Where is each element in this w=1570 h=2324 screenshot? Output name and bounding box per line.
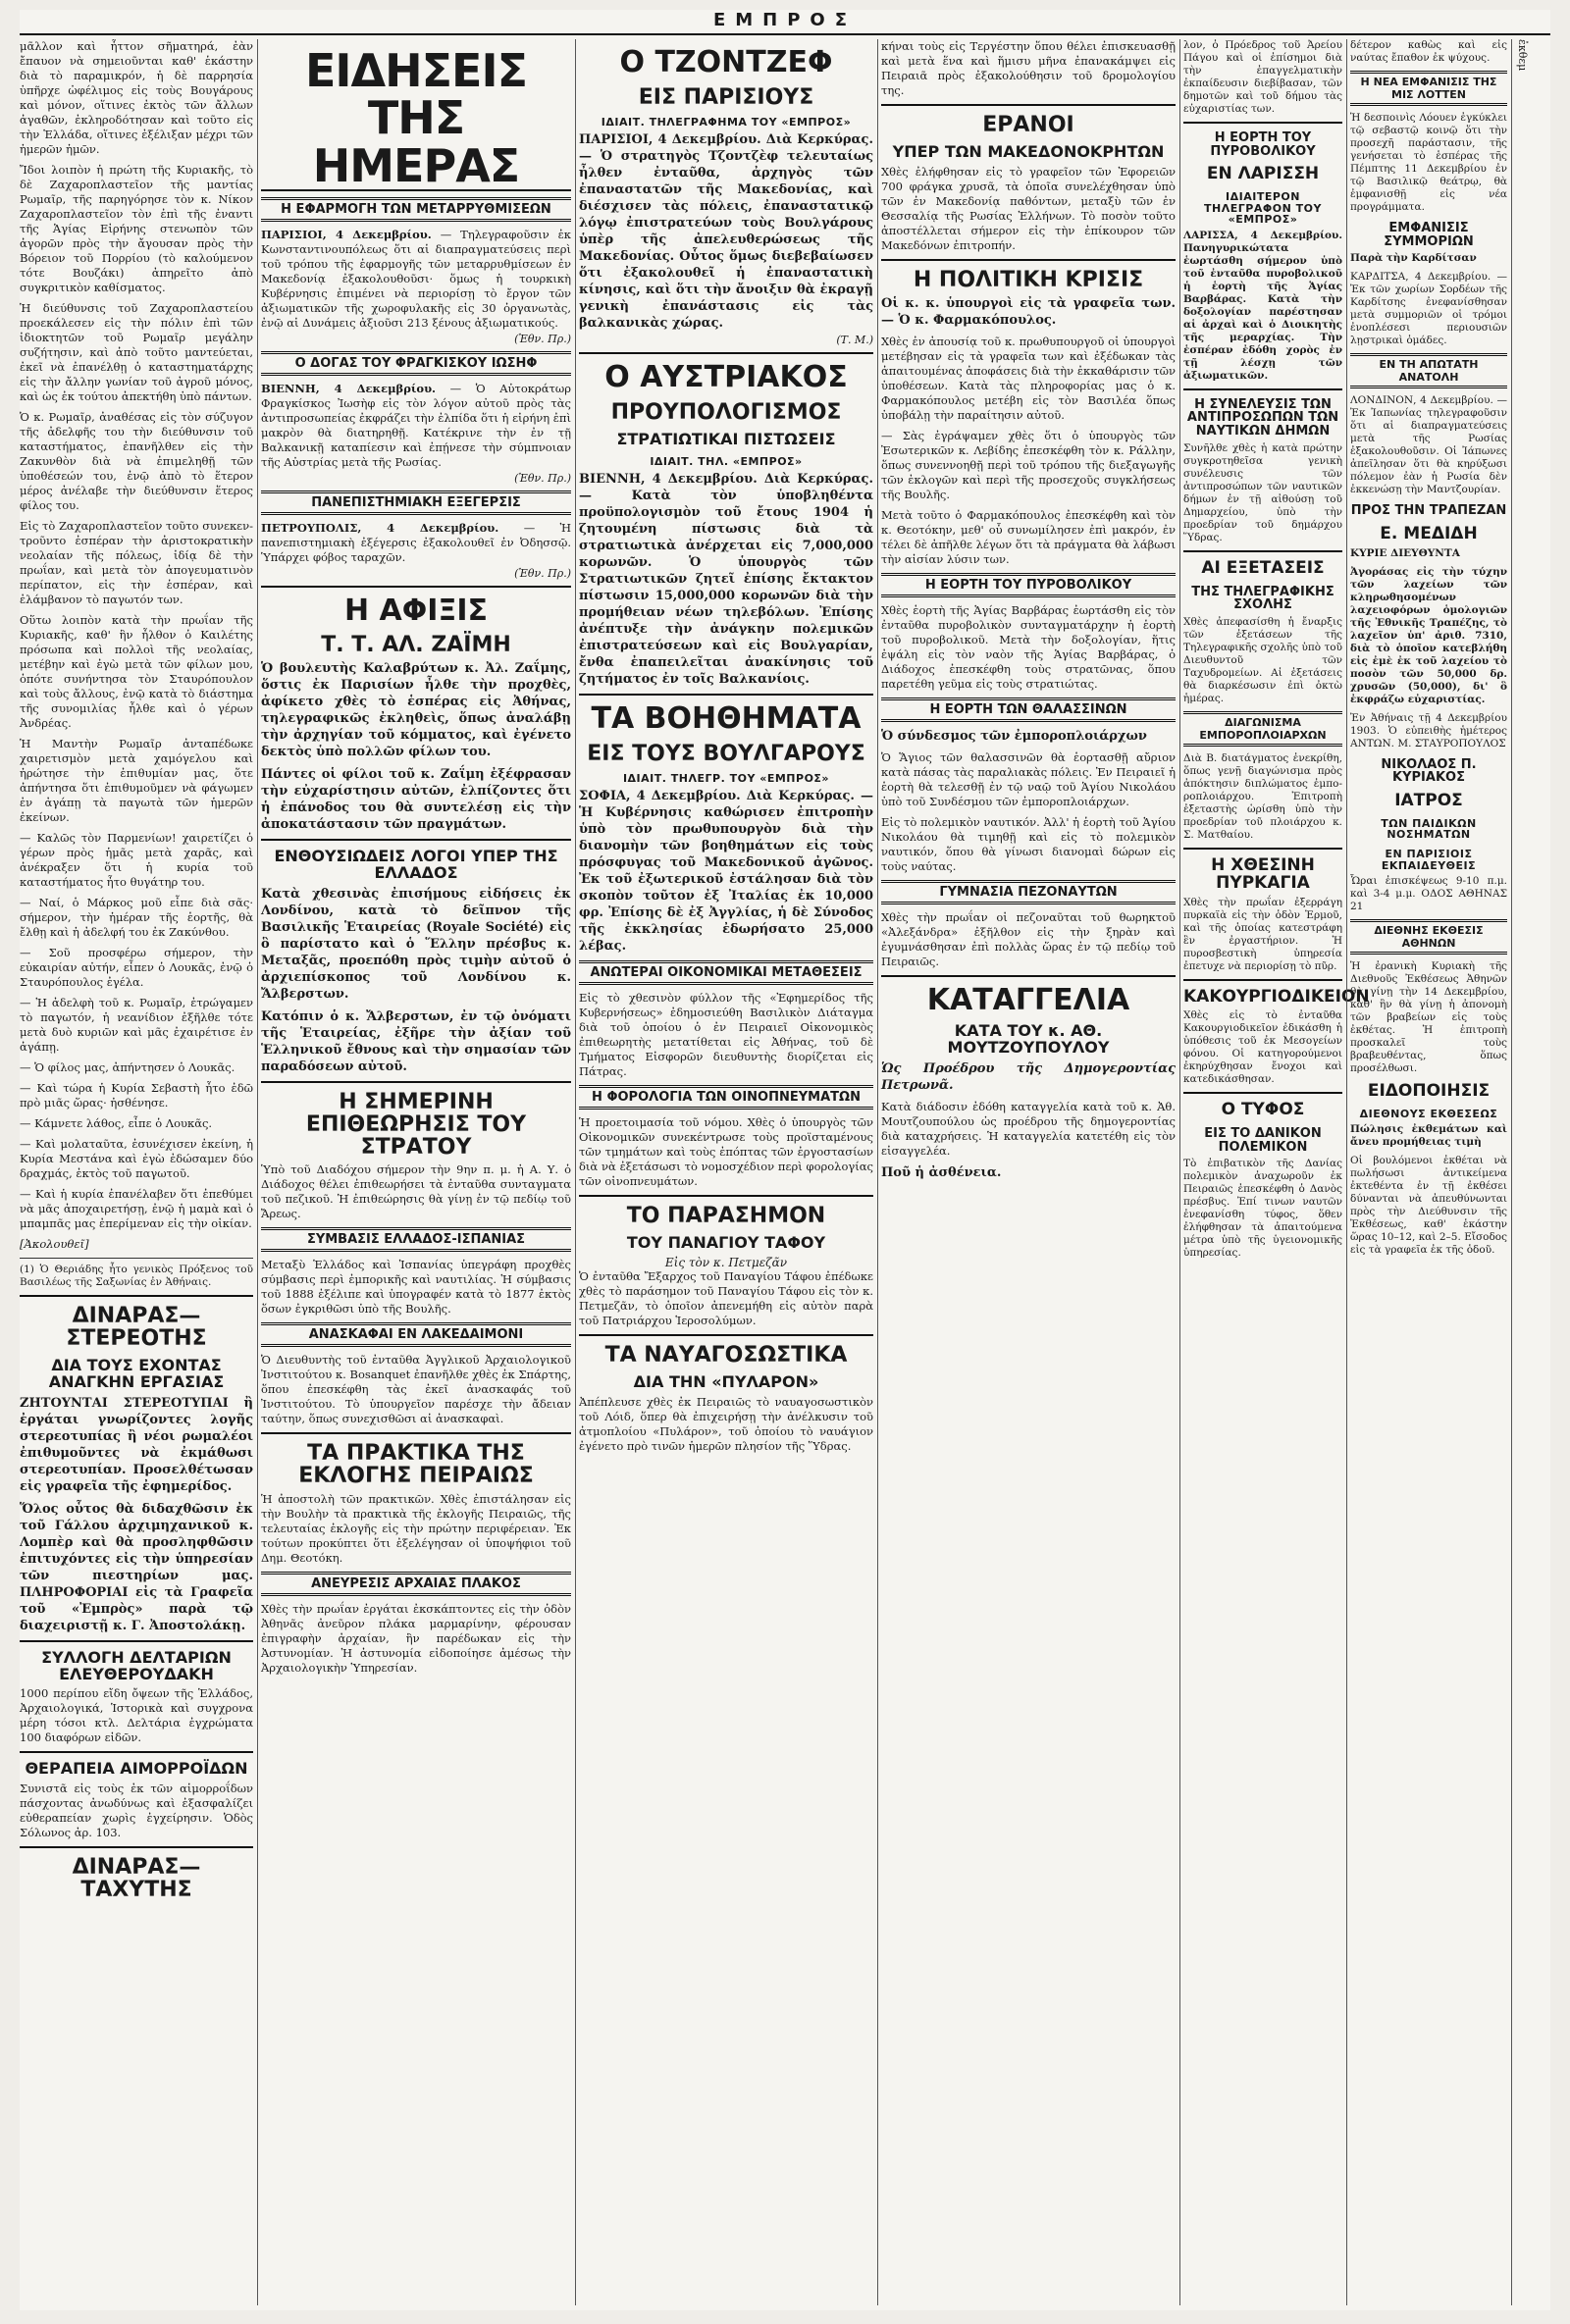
- ad-title: ΔΙΝΑΡΑΣ—ΣΤΕΡΕΟΤΗΣ: [66, 1304, 207, 1352]
- divider: [1183, 979, 1342, 981]
- article-text: Χθὲς ἑορτὴ τῆς Ἁγίας Βαρβάρας ἐωρτάσθη εἰς τὸν ἐνταῦθα πυροβολικὸν συνταγματάρχην ἡ ἑορτὴ τοῦ πυροβολικοῦ. Μετὰ τὴν δοξολογίαν, ἥτις ἐψάλη εἰς τὸν ναὸν τῆς Ἁγίας Βαρβάρας, ὁ Διάδοχος ἐπεσκέφθη τοὺς στρατῶνας, ὅπου παρετέθη γεῦμα εἰς τοὺς στρατιώτας.: [881, 602, 1176, 691]
- article-text: Ἀπέπλευσε χθὲς ἐκ Πειραιῶς τὸ ναυαγοσωστικὸν τοῦ Λόιδ, ὅπερ θὰ ἐπιχειρήσῃ τὴν ἀνέλκυσιν τοῦ ἀτμοπλοίου «Πυλάρον», τοῦ ὁποίου τὸ ναυάγιον ἐγένετο πρὸ τινῶν ἡμερῶν πλησίον τῆς Ὕδρας.: [579, 1395, 873, 1453]
- article-text: Ὁ κ. Ρωμαῖρ, ἀναθέσας εἰς τὸν σύζυγον τῆς ἀδελφῆς του τὴν διεύθυνσιν τοῦ καταστήματος, ἐπανῆλθεν εἰς τὴν Ζακυνθὸν διὰ νὰ ἐπιμεληθῇ τῶν ὑποθέσεών του, ἐνῷ ἀπὸ τὸ ἕτερον μέρος ἀνέλαβε τὴν διεύθυνσιν ἕτερος φίλος του.: [20, 410, 253, 512]
- headline-sub: ΔΙΕΘΝΟΥΣ ΕΚΘΕΣΕΩΣ: [1359, 1107, 1498, 1120]
- telegram-credit: ΙΔΙΑΙΤ. ΤΗΛΕΓΡ. ΤΟΥ «ΕΜΠΡΟΣ»: [622, 771, 830, 785]
- article-text: — Καὶ μολαταῦτα, ἐσυνέχισεν ἐκείνη, ἡ Κυρία Μεστάνα καὶ ἐγὼ ἐδώσαμεν δύο δραχμάς, ἐκτὸς τοῦ παγωτοῦ.: [20, 1137, 253, 1180]
- headline: ΔΙΕΘΝΗΣ ΕΚΘΕΣΙΣ ΑΘΗΝΩΝ: [1350, 919, 1507, 955]
- headline: ΕΜΦΑΝΙΣΙΣ ΣΥΜΜΟΡΙΩΝ: [1384, 221, 1474, 249]
- article-text: Κατὰ διάδοσιν ἐδόθη καταγγελία κατὰ τοῦ κ. Ἀθ. Μουτζουπούλου ὡς προέδρου τῆς δημογεροντίας διὰ καταχρήσεις. Ἡ καταγγελία κατετέθη εἰς τὸν εἰσαγγελέα.: [881, 1100, 1176, 1159]
- headline-sub: ΕΙΣ ΠΑΡΙΣΙΟΥΣ: [638, 84, 814, 110]
- headline: Ο ΑΥΣΤΡΙΑΚΟΣ: [604, 360, 848, 395]
- dateline: ΠΑΡΙΣΙΟΙ, 4 Δεκεμβρίου.: [579, 132, 761, 148]
- divider: [1183, 550, 1342, 552]
- headline-sub: ΤΗΣ ΤΗΛΕΓΡΑΦΙΚΗΣ ΣΧΟΛΗΣ: [1191, 584, 1334, 613]
- source-credit: (Ἐθν. Πρ.): [514, 471, 571, 485]
- ad-text: 1000 περίπου εἴδη ὄψεων τῆς Ἑλλάδος, Ἀρχαιολογικά, Ἱστορικὰ καὶ συγχρονα μέρη τόσοι κτλ. Δελτάρια ἐγχρώματα 100 διαφόρων εἰδῶν.: [20, 1686, 253, 1745]
- headline: ΑΝΕΥΡΕΣΙΣ ΑΡΧΑΙΑΣ ΠΛΑΚΟΣ: [261, 1572, 571, 1596]
- column-1: [20, 39, 253, 2305]
- divider: [261, 586, 571, 588]
- divider: [881, 104, 1176, 106]
- article-text: Ἴδοι λοιπὸν ἡ πρώτη τῆς Κυριακῆς, τὸ δὲ Ζαχαροπλαστεῖον τῆς μαντίας Ρωμαῖρ, τῆς παρηγόρησε τὸν κ. Νίκον Ζαχαροπλαστεῖον τὸν ἐπὶ τῆς ἐναντι τῆς Ἁγίας Εἰρήνης στενωπὸν τῶν ἀγορῶν πρὸς τὴν ἄγουσαν πρὸς τὴν Βόρειον τοῦ Πορρίου (τὸ καλούμενον τότε Βουζάκι) ἀπηρεῖτο ἀπὸ συγκριτικὸν καθίσματος.: [20, 163, 253, 294]
- article-text: Διὰ Β. διατάγματος ἐνεκρίθη, ὅπως γενῇ διαγώνισμα πρὸς ἀπόκτησιν διπλώματος ἐμποροπλοιάρχου. Ἐπιτροπὴ ἐξεταστὴς ὡρίσθη ὑπὸ τὴν προεδρίαν τοῦ πλοιάρχου κ. Σ. Ματθαίου.: [1183, 751, 1342, 841]
- headline: Ο ΤΥΦΟΣ: [1221, 1100, 1305, 1120]
- article-text: Ἡ ἀποστολὴ τῶν πρακτικῶν. Χθὲς ἐπιστάλησαν εἰς τὴν Βουλὴν τὰ πρακτικὰ τῆς ἐκλογῆς Πειραιῶς, τῆς τελευταίας ἐκλογῆς εἰς τὴν πρώτην περιφέρειαν. Ἐκ τούτων προκύπτει ὅτι ἐξελέγησαν οἱ ὑποψήφιοι τοῦ Δημ. Θεοτόκη.: [261, 1491, 571, 1565]
- headline: ΤΑ ΒΟΗΘΗΜΑΤΑ: [591, 701, 862, 737]
- article-body: [579, 131, 873, 332]
- headline: ΑΝΑΣΚΑΦΑΙ ΕΝ ΛΑΚΕΔΑΙΜΟΝΙ: [261, 1322, 571, 1347]
- headline-sub: ΤΩΝ ΠΑΙΔΙΚΩΝ ΝΟΣΗΜΑΤΩΝ: [1381, 816, 1477, 842]
- telegram-credit: ΙΔΙΑΙΤΕΡΟΝ ΤΗΛΕΓΡΑΦΟΝ ΤΟΥ «ΕΜΠΡΟΣ»: [1204, 190, 1322, 227]
- headline: Η ΕΦΑΡΜΟΓΗ ΤΩΝ ΜΕΤΑΡΡΥΘΜΙΣΕΩΝ: [261, 197, 571, 222]
- column-6: [1350, 39, 1507, 2305]
- article-text: — Σοῦ προσφέρω σήμερον, τὴν εὐκαιρίαν αὐτήν, εἶπεν ὁ Λουκᾶς, ἐνῷ ὁ Σταυρόπουλος ἐγέλα.: [20, 946, 253, 989]
- headline: ΓΥΜΝΑΣΙΑ ΠΕΖΟΝΑΥΤΩΝ: [881, 880, 1176, 904]
- headline-sub: ΤΟΥ ΠΑΝΑΓΙΟΥ ΤΑΦΟΥ: [626, 1233, 826, 1253]
- article-text: — Ἡ ἀδελφὴ τοῦ κ. Ρωμαῖρ, ἐτρώγαμεν τὸ παγωτόν, ἡ νεανίδιον ἐξῆλθε τότε μετὰ δυὸ κυριῶν καὶ μᾶς ἐχαιρέτισε ἐν ἀγάπῃ.: [20, 996, 253, 1054]
- dateline: ΠΑΡΙΣΙΟΙ, 4 Δεκεμβρίου.: [261, 227, 432, 241]
- column-rule: [257, 39, 258, 2305]
- headline: ΕΡΑΝΟΙ: [982, 113, 1074, 137]
- article-text: — Σὰς ἐγράψαμεν χθὲς ὅτι ὁ ὑπουργὸς τῶν Ἐσωτερικῶν κ. Λεβίδης ἐπεσκέφθη τὸν κ. Ράλλην, ὅπως συνεννοηθῇ περὶ τοῦ τρόπου τῆς διεξαγωγῆς τῶν ἐκλογῶν καὶ περὶ τῆς προσεχοῦς συγκλήσεως τῆς Βουλῆς.: [881, 428, 1176, 501]
- article-text: Χθὲς ἀπεφασίσθη ἡ ἔναρξις τῶν ἐξετάσεων τῆς Τηλεγραφικῆς σχολῆς ὑπὸ τοῦ Διευθυντοῦ τῶν Ταχυδρομείων. Αἱ ἐξετάσεις θὰ διαρκέσωσιν ἐπὶ ὀκτὼ ἡμέρας.: [1183, 615, 1342, 704]
- article-text: Μετὰ τοῦτο ὁ Φαρμακόπουλος ἐπεσκέφθη καὶ τὸν κ. Θεοτόκην, μεθ' οὗ συνωμίλησεν ἐπὶ μακρόν, ἐν τέλει δὲ ἀπῆλθε λέγων ὅτι τὰ πράγματα θὰ λάβωσι τὴν αἰσίαν λύσιν των.: [881, 507, 1176, 566]
- article-text: — Καὶ τώρα ἡ Κυρία Σεβαστὴ ἦτο ἐδῶ πρὸ μιᾶς ὥρας· ἠσθένησε.: [20, 1081, 253, 1110]
- headline: ΠΑΝΕΠΙΣΤΗΜΙΑΚΗ ΕΞΕΓΕΡΣΙΣ: [261, 491, 571, 515]
- headline: ΤΑ ΝΑΥΑΓΟΣΩΣΤΙΚΑ: [604, 1343, 848, 1369]
- article-text: — Ἡ πανεπιστημιακὴ ἐξέγερσις ἐξακολουθεῖ ἐν Ὀδησσῷ. Ὑπάρχει φόβος ταραχῶν.: [261, 520, 571, 564]
- article-body: [579, 471, 873, 688]
- telegram-credit: ΙΔΙΑΙΤ. ΤΗΛ. «ΕΜΠΡΟΣ»: [650, 454, 803, 468]
- dateline: ΒΙΕΝΝΗ, 4 Δεκεμβρίου.: [579, 472, 758, 488]
- headline: ΑΝΩΤΕΡΑΙ ΟΙΚΟΝΟΜΙΚΑΙ ΜΕΤΑΘΕΣΕΙΣ: [579, 960, 873, 985]
- headline-sub: ΠΡΟΥΠΟΛΟΓΙΣΜΟΣ: [610, 399, 842, 425]
- headline-sub: ΚΑΤΑ ΤΟΥ κ. ΑΘ. ΜΟΥΤΖΟΥΠΟΥΛΟΥ: [947, 1021, 1110, 1058]
- article-text: μᾶλλον καὶ ἧττον σῆματηρά, ἐὰν ἔπαυον νὰ σημειοῦνται καθ' ἑκάστην διὰ τὸ παραμικρόν, ἡ δὲ παρρησία ὑπῆρχε ὠφέλιμος εἰς τοὺς Βουγάρους καὶ μόνον, οἵτινες ἐκτὸς τῶν ἄλλων ἀγαθῶν, ἐκληροδότησαν καὶ τοῦτο εἰς τὴν Ἑλλάδα, οἵτινες ἐξέλιξαν μέχρι τῶν ἡμερῶν ἡμῶν.: [20, 39, 253, 156]
- divider: [881, 259, 1176, 261]
- article-text: — Τηλεγραφοῦσιν ἐκ Κωνσταντινουπόλεως ὅτι αἱ διαπραγματεύσεις περὶ τοῦ τρόπου τῆς ἐφαρμογῆς τῶν μεταρρυθμίσεων ἐν Μακεδονίᾳ ἐξακολουθοῦσι· ὅμως ἡ τουρκικὴ Κυβέρνησις ἐπιμένει νὰ περιορίσῃ τὸ ἔργον τῶν ἀξιωματικῶν τῆς χωροφυλακῆς εἰς 30 ὀργανωτὰς, ἐνῷ αἱ Δυνάμεις ἀξιοῦσι 213 ξένους ἀξιωματικούς.: [261, 227, 571, 330]
- article-text: Διὰ Κερκύρας. — Κατὰ τὸν ὑποβληθέντα προϋπολογισμὸν τοῦ ἔτους 1904 ἡ ζητουμένη πίστωσις διὰ τὰ στρατιωτικὰ ἀνέρχεται εἰς 7,000,000 κορωνῶν. Ὁ ὑπουργὸς τῶν Στρατιωτικῶν ζητεῖ ἐπίσης ἔκτακτον πίστωσιν 15,000,000 κορωνῶν διὰ τὴν προμήθειαν νέων τηλεβόλων. Ἐπίσης ἀνέπτυξε τὴν ἀνάγκην πολεμικῶν ἐπιστρατεύσεων καὶ εἰς Βουλγαρίαν, ἔνθα ἐπαπειλεῖται ἀνακίνησις τοῦ ζητήματος ἐν τοῖς Βαλκανίοις.: [579, 472, 873, 688]
- article-text: — Ὁ Αὐτοκράτωρ Φραγκίσκος Ἰωσὴφ εἰς τὸν λόγον αὐτοῦ πρὸς τὰς ἀντιπροσωπείας ἐκφράζει τὴν ἐλπίδα ὅτι ἡ εἰρήνη ἐπὶ μακρὸν θὰ διατηρηθῇ. Κατέκρινε τὴν ἐν τῇ Βαλκανικῇ καταπίεσιν καὶ ἐπῄνεσε τὴν σύμπνοιαν τῆς Αὐστρίας μετὰ τῆς Ρωσίας.: [261, 381, 571, 469]
- article-text: Πάντες οἱ φίλοι τοῦ κ. Ζαΐμη ἐξέφρασαν τὴν εὐχαρίστησιν αὐτῶν, ἐλπίζοντες ὅτι ἡ ἐπάνοδος του θὰ συντελέσῃ εἰς τὴν ἀποκατάστασιν τῶν πραγμάτων.: [261, 767, 571, 833]
- article-text: ΚΑΡΔΙΤΣΑ, 4 Δεκεμβρίου. — Ἐκ τῶν χωρίων Σορδέων τῆς Καρδίτσης ἐνεφανίσθησαν μετὰ συμμοριῶν οἱ τρόμοι ἐνοπλέσεσι περιουσιῶν λῃστρικαὶ ὁμάδες.: [1350, 271, 1507, 347]
- article-text: Χθὲς τὴν πρωΐαν ἐξερράγη πυρκαϊὰ εἰς τὴν ὁδὸν Ἑρμοῦ, καὶ τῆς ὁποίας κατεστράφη ἓν ἐργαστήριον. Ἡ πυροσβεστικὴ ὑπηρεσία ἐπετυχε νὰ περιορίσῃ τὸ πῦρ.: [1183, 896, 1342, 972]
- article-text: κήναι τοὺς εἰς Τεργέστην ὅπου θέλει ἐπισκευασθῇ καὶ μετὰ ἕνα καὶ ἥμισυ μῆνα ἐπανακάμψει εἰς Πειραιᾶ πρὸς ἐξακολούθησιν τοῦ δρομολογίου της.: [881, 39, 1176, 97]
- divider: [1183, 122, 1342, 124]
- article-text: Χθὲς ἐν ἀπουσίᾳ τοῦ κ. πρωθυπουργοῦ οἱ ὑπουργοὶ μετέβησαν εἰς τὰ γραφεῖα των καὶ ἐξέδωκαν τὰς ἀπαιτουμένας ἀποφάσεις διὰ τὴν ἐκκαθάρισιν τῶν ὑποθέσεων. Κατὰ τὰς πληροφορίας μας ὁ κ. Φαρμακόπουλος μετέβη εἰς τὸν Βασιλέα ὅπως ὑποβάλῃ τὴν παραίτησιν αὐτοῦ.: [881, 334, 1176, 422]
- article-text: Ἡ δεσποινὶς Λόουεν ἐγκύκλει τῷ σεβαστῷ κοινῷ ὅτι τὴν προσεχῆ παράστασιν, τῆς γενήσεται τὸ ἑσπέρας τῆς Πέμπτης 11 Δεκεμβρίου ἐν τῷ Βασιλικῷ θεάτρῳ, θὰ ἐμφανισθῇ εἰς νέα προγράμματα.: [1350, 112, 1507, 213]
- headline: ΣΥΜΒΑΣΙΣ ΕΛΛΑΔΟΣ-ΙΣΠΑΝΙΑΣ: [261, 1227, 571, 1252]
- divider: [261, 1081, 571, 1083]
- divider: [1183, 388, 1342, 390]
- headline-note: Ὡς Προέδρου τῆς Δημογεροντίας Πετρωνᾶ.: [881, 1061, 1176, 1094]
- headline: Η ΠΟΛΙΤΙΚΗ ΚΡΙΣΙΣ: [913, 267, 1144, 292]
- article-text: Ὁ Ἅγιος τῶν θαλασσινῶν θὰ ἑορτασθῇ αὔριον κατὰ πάσας τὰς παραλιακὰς πόλεις. Ἐν Πειραιεῖ ἡ ἑορτὴ θὰ τελεσθῇ ἐν τῷ ναῷ τοῦ Ἁγίου Νικολάου ὑπὸ τοῦ Συνδέσμου τῶν ἐμποροπλοιάρχων.: [881, 749, 1176, 808]
- headline: Η ΣΥΝΕΛΕΥΣΙΣ ΤΩΝ ΑΝΤΙΠΡΟΣΩΠΩΝ ΤΩΝ ΝΑΥΤΙΚΩΝ ΔΗΜΩΝ: [1186, 396, 1339, 439]
- article-body: [261, 521, 571, 565]
- divider: [20, 1258, 253, 1259]
- dateline: ΠΕΤΡΟΥΠΟΛΙΣ, 4 Δεκεμβρίου.: [261, 520, 499, 535]
- headline: Ο ΔΟΓΑΣ ΤΟΥ ΦΡΑΓΚΙΣΚΟΥ ΙΩΣΗΦ: [261, 351, 571, 376]
- headline-sub: ΣΤΡΑΤΙΩΤΙΚΑΙ ΠΙΣΤΩΣΕΙΣ: [616, 429, 836, 448]
- headline: ΝΙΚΟΛΑΟΣ Π. ΚΥΡΙΑΚΟΣ: [1381, 756, 1477, 786]
- article-text: Κατόπιν ὁ κ. Ἄλβερστων, ἐν τῷ ὀνόματι τῆς Ἑταιρείας, ἐξῆρε τὴν ἀξίαν τοῦ Ἑλληνικοῦ ἔθνους καὶ τὴν σημασίαν τῶν παραδόσεων αὐτοῦ.: [261, 1009, 571, 1075]
- column-rule: [1346, 39, 1347, 2305]
- article-body: [579, 788, 873, 955]
- divider: [20, 1640, 253, 1642]
- article-text: Ὁ ἐνταῦθα Ἔξαρχος τοῦ Παναγίου Τάφου ἐπέδωκε χθὲς τὸ παράσημον τοῦ Παναγίου Τάφου εἰς τὸν κ. Πετμεζᾶν, τὸ ὁποῖον ἀπενεμήθη εἰς αὐτὸν παρὰ τοῦ Πατριάρχου Ἱεροσολύμων.: [579, 1269, 873, 1328]
- headline-sub: ΙΑΤΡΟΣ: [1394, 791, 1463, 811]
- article-text: Ποῦ ἡ ἀσθένεια.: [881, 1165, 1002, 1181]
- article-text: Οἱ κ. κ. ὑπουργοὶ εἰς τὰ γραφεῖα των. — Ὁ κ. Φαρμακόπουλος.: [881, 295, 1176, 328]
- headline: ΕΝ ΤΗ ΑΠΩΤΑΤΗ ΑΝΑΤΟΛΗ: [1350, 353, 1507, 388]
- headline: ΔΙΑΓΩΝΙΣΜΑ ΕΜΠΟΡΟΠΛΟΙΑΡΧΩΝ: [1183, 711, 1342, 747]
- column-rule: [1179, 39, 1180, 2305]
- article-text: Διὰ Κερκύρας. — Ἡ Κυβέρνησις καθώρισεν ἐπιτροπὴν ὑπὸ τὸν πρωθυπουργὸν διὰ τὴν διανομὴν τῶν βοηθημάτων εἰς τοὺς πρόσφυγας τοῦ Μακεδονικοῦ ἀγῶνος. Ἐκ τοῦ ἐξωτερικοῦ ἐστάλησαν διὰ τὸν σκοπὸν τοῦτον ἐξ Ἰταλίας ἐκ 10,000 φρ. Ἐπίσης δὲ ἐξ Ἀγγλίας, ἡ δὲ Σύνοδος τῆς ἐκκλησίας ἐδωρήσατο 25,000 λέβας.: [579, 789, 873, 955]
- headline: ΚΑΚΟΥΡΓΙΟΔΙΚΕΙΟΝ: [1183, 986, 1370, 1007]
- masthead-rule: [20, 33, 1550, 35]
- article-body: [261, 382, 571, 470]
- article-text: Εἰς τὸ χθεσινὸν φύλλον τῆς «Ἐφημερίδος τῆς Κυβερνήσεως» ἐδημοσιεύθη Βασιλικὸν Διάταγμα διὰ τοῦ ὁποίου ὁ ἐν Πειραιεῖ Οἰκονομικὸς ἐπιθεωρητὴς μετατίθεται εἰς Ἀθήνας, τοῦ δὲ Τμήματος Εἰσφορῶν διευθυντὴς διορίζεται εἰς Πάτρας.: [579, 991, 873, 1079]
- article-text: Τὸ ἐπιβατικὸν τῆς Δανίας πολεμικὸν ἀναχωροῦν ἐκ Πειραιῶς ἐπεσκέφθη ὁ Δανὸς πρέσβυς. Ἐπί τινων ναυτῶν ἐνεφανίσθη τύφος, ὅθεν ἐλήφθησαν τὰ ἀπαιτούμενα μέτρα ὑπὸ τῆς ὑγειονομικῆς ὑπηρεσίας.: [1183, 1158, 1342, 1260]
- divider: [20, 1846, 253, 1848]
- column-6-edge: [1515, 39, 1550, 2305]
- article-text: Εἰς τὸ πολεμικὸν ναυτικόν. Ἀλλ' ἡ ἑορτὴ τοῦ Ἁγίου Νικολάου θὰ τιμηθῇ καὶ εἰς τὸ πολεμικὸν ναυτικόν, ὅπου θὰ γίνωσι διανομαὶ δώρων εἰς τοὺς ναύτας.: [881, 814, 1176, 873]
- article-text: Οὕτω λοιπὸν κατὰ τὴν πρωΐαν τῆς Κυριακῆς, καθ' ἣν ἦλθον ὁ Καιλέτης πρόσωπα καὶ πολλοὶ τῆς νεολαίας, μετέβην καὶ ἐγὼ μετὰ τῶν φίλων μου, ὁπότε συνήντησα τὸν Σταυρόπουλον καὶ τοὺς ἄλλους, ἐνῷ κατὰ τὸ διάστημα τῆς συνομιλίας ἦλθε καὶ ὁ γέρων Ἀνδρέας.: [20, 613, 253, 730]
- headline: ΑΙ ΕΞΕΤΑΣΕΙΣ: [1201, 557, 1325, 578]
- cropped-text: ἐκθεμ: [1516, 39, 1529, 72]
- headline: ΕΝΘΟΥΣΙΩΔΕΙΣ ΛΟΓΟΙ ΥΠΕΡ ΤΗΣ ΕΛΛΑΔΟΣ: [274, 847, 558, 883]
- source-credit: (Ἐθν. Πρ.): [514, 332, 571, 345]
- section-title: ΕΙΔΗΣΕΙΣ ΤΗΣ ΗΜΕΡΑΣ: [261, 47, 571, 191]
- telegram-credit: ΙΔΙΑΙΤ. ΤΗΛΕΓΡΑΦΗΜΑ ΤΟΥ «ΕΜΠΡΟΣ»: [601, 115, 852, 129]
- signature: Ἐν Ἀθήναις τῇ 4 Δεκεμβρίου 1903. Ὁ εὐπειθὴς ἡμέτερος ΑΝΤΩΝ. Μ. ΣΤΑΥΡΟΠΟΥΛΟΣ: [1350, 711, 1507, 749]
- headline-sub: ΔΙΑ ΤΗΝ «ΠΥΛΑΡΟΝ»: [633, 1372, 819, 1392]
- column-4: [881, 39, 1176, 2305]
- article-text: δέτερον καθὼς καὶ εἰς ναύτας ἔπαθον ἐκ ψύχους.: [1350, 39, 1507, 64]
- headline-sub: Τ. Τ. ΑΛ. ΖΑΪΜΗ: [321, 633, 511, 658]
- divider: [1183, 1092, 1342, 1094]
- article-text: Εἰς τὸ Ζαχαροπλαστεῖον τοῦτο συνεκεντροῦντο ἐσπέραν τὴν ἀριστοκρατικὴν νεολαίαν τῆς πόλεως, ἰδίᾳ δὲ τὴν πρωΐαν, καὶ μετὰ τὸν ἀπογευματινὸν περίπατον, εἰς τὴν ἑσπέραν, καὶ ἐλάμβανον τὸ παγωτόν των.: [20, 519, 254, 606]
- article-text: — Ὁ φίλος μας, ἀπήντησεν ὁ Λουκᾶς.: [20, 1060, 236, 1074]
- article-text: Πανηγυρικώτατα ἑωρτάσθη σήμερον ὑπὸ τοῦ ἐνταῦθα πυροβολικοῦ ἡ ἑορτὴ τῆς Ἁγίας Βαρβάρας. Κατὰ τὴν δοξολογίαν παρέστησαν αἱ ἀρχαὶ καὶ ὁ Διοικητὴς τῆς μεραρχίας. Τὴν ἑσπέραν ἐδόθη χορὸς ἐν τῇ λέσχῃ τῶν ἀξιωματικῶν.: [1183, 241, 1342, 382]
- article-text: Ἡ Μαντὴν Ρωμαῖρ ἀνταπέδωκε χαιρετισμὸν μετὰ χαμόγελου καὶ ἠρώτησε τὴν ἐπιθυμίαν μας, ὅτε ἀπήντησα ὅτι ἐπιθυμοῦμεν νὰ φάγωμεν ἐν ἀγάπῃ τὰ παγωτὰ τῶν ἡμερῶν ἐκείνων.: [20, 737, 253, 824]
- ad-text: Συνιστᾶ εἰς τοὺς ἐκ τῶν αἱμορροΐδων πάσχοντας ἀνωδύνως καὶ ἐξασφαλίζει εὐθεραπείαν χωρὶς ἐγχείρησιν. Ὁδὸς Σόλωνος ἀρ. 103.: [20, 1782, 253, 1840]
- source-credit: (Ἐθν. Πρ.): [514, 566, 571, 580]
- headline: Η ΕΟΡΤΗ ΤΟΥ ΠΥΡΟΒΟΛΙΚΟΥ: [881, 573, 1176, 597]
- article-body: [1183, 230, 1342, 383]
- article-text: Ἡ προετοιμασία τοῦ νόμου. Χθὲς ὁ ὑπουργὸς τῶν Οἰκονομικῶν συνεκέντρωσε τοὺς προϊσταμένους τῶν τμημάτων καὶ τοὺς ἐπόπτας τῶν ἐργοστασίων διὰ νὰ ἐξετάσωσι τὸ νομοσχέδιον περὶ φορολογίας τῶν οἰνοπνευμάτων.: [579, 1115, 873, 1189]
- divider: [579, 1334, 873, 1336]
- headline-note: Ὁ σύνδεσμος τῶν ἐμποροπλοιάρχων: [881, 728, 1147, 744]
- ad-text: ΖΗΤΟΥΝΤΑΙ ΣΤΕΡΕΟΤΥΠΑΙ ἢ ἐργάται γνωρίζοντες λογῆς στερεοτυπίας ἢ νέοι ρωμαλέοι ἐπιθυμοῦντες νὰ ἐκμάθωσι στερεοτυπίαν. Προσελθέτωσαν εἰς γραφεῖα τῆς ἐφημερίδος.: [20, 1395, 253, 1494]
- headline-sub: ΕΙΣ ΤΟ ΔΑΝΙΚΟΝ ΠΟΛΕΜΙΚΟΝ: [1204, 1126, 1322, 1155]
- divider: [20, 1295, 253, 1297]
- headline-note: Πώλησις ἐκθεμάτων καὶ ἄνευ προμήθειας τιμὴ: [1350, 1123, 1507, 1149]
- article-text: Ἡ ἐρανικὴ Κυριακὴ τῆς Διεθνοῦς Ἐκθέσεως Ἀθηνῶν θὰ γίνῃ τὴν 14 Δεκεμβρίου, καθ' ἣν θὰ γίνῃ ἡ ἀπονομὴ τῶν βραβείων εἰς τοὺς ἐκθέτας. Ἡ ἐπιτροπὴ προσκαλεῖ τοὺς βραβευθέντας, ὅπως προσέλθωσι.: [1350, 960, 1507, 1075]
- column-5: [1183, 39, 1370, 2305]
- masthead-title: ΕΜΠΡΟΣ: [712, 10, 858, 30]
- headline: Η ΑΦΙΞΙΣ: [343, 593, 489, 628]
- dateline: ΒΙΕΝΝΗ, 4 Δεκεμβρίου.: [261, 381, 437, 395]
- divider: [261, 1432, 571, 1434]
- article-text: Χθὲς τὴν πρωΐαν οἱ πεζοναῦται τοῦ θωρηκτοῦ «Ἀλεξάνδρα» ἐξῆλθον εἰς τὴν ξηρὰν καὶ ἐγυμνάσθησαν ἐπὶ πολλὰς ὥρας ἐν τῷ πεδίῳ τοῦ Πειραιῶς.: [881, 909, 1176, 968]
- article-text: Ἡ διεύθυνσις τοῦ Ζαχαροπλαστείου προεκάλεσεν εἰς τὴν πόλιν ἐπὶ τῶν ἰδιοκτητῶν τοῦ Ρωμαῖρ μεγάλην συζήτησιν, καὶ ἀπὸ τοῦτο μαντεύεται, ἐκεῖ νὰ ἐπανέλθῃ ὁ καταστηματάρχης εἰς τὴν ἄλλην γωνίαν τοῦ ἀγροῦ μόνος, καὶ ὡς ἐκ τούτου ἀπεκτήθη ὑπὸ πάντων.: [20, 301, 253, 403]
- ad-subtitle: ΔΙΑ ΤΟΥΣ ΕΧΟΝΤΑΣ ΑΝΑΓΚΗΝ ΕΡΓΑΣΙΑΣ: [48, 1356, 225, 1391]
- masthead: [20, 10, 1550, 35]
- headline-sub: Ε. ΜΕΔΙΔΗ: [1380, 523, 1478, 543]
- headline: ΠΡΟΣ ΤΗΝ ΤΡΑΠΕΖΑΝ: [1350, 503, 1507, 519]
- ad-title: ΘΕΡΑΠΕΙΑ ΑΙΜΟΡΡΟΪΔΩΝ: [25, 1759, 248, 1779]
- column-rule: [1511, 39, 1512, 2305]
- source-credit: (Τ. Μ.): [836, 334, 873, 347]
- continued-note: [Ἀκολουθεῖ]: [20, 1237, 89, 1251]
- column-3: [579, 39, 873, 2305]
- footnote: (1) Ὁ Θεριάδης ἦτο γενικὸς Πρόξενος τοῦ Βασιλέως τῆς Σαξωνίας ἐν Ἀθήναις.: [20, 1264, 253, 1288]
- article-text: Ἀγοράσας εἰς τὴν τύχην τῶν λαχείων τῶν κληρωθησομένων λαχειοφόρων ὁμολογιῶν τῆς Ἐθνικῆς Τραπέζης, τὸ λαχεῖον ὑπ' ἀριθ. 7310, διὰ τὸ ὁποῖον κατεβλήθη εἰς ἐμὲ ἐκ τοῦ λαχείου τὸ ποσὸν τῶν 50,000 δρ. χρυσῶν (50,000), δι' ὃ ἐκφράζω εὐχαριστίας.: [1350, 565, 1507, 705]
- headline-sub: ΕΝ ΛΑΡΙΣΣΗ: [1206, 164, 1320, 184]
- article-text: Χθὲς τὴν πρωΐαν ἐργάται ἐκσκάπτοντες εἰς τὴν ὁδὸν Ἀθηνᾶς ἀνεῦρον πλάκα μαρμαρίνην, φέρουσαν ἐπιγραφὴν ἀρχαίαν, ἣν παρέδωκαν εἰς τὴν Ἀστυνομίαν. Ἡ ἀστυνομία εἰδοποίησε ἀμέσως τὴν Ἀρχαιολογικὴν Ὑπηρεσίαν.: [261, 1601, 571, 1675]
- column-rule: [877, 39, 878, 2305]
- headline-note: Παρὰ τὴν Καρδίτσαν: [1350, 252, 1477, 265]
- headline: ΕΙΔΟΠΟΙΗΣΙΣ: [1367, 1081, 1491, 1102]
- headline: Η ΕΟΡΤΗ ΤΟΥ ΠΥΡΟΒΟΛΙΚΟΥ: [1210, 130, 1316, 159]
- article-text: Κατὰ χθεσινὰς ἐπισήμους εἰδήσεις ἐκ Λονδίνου, κατὰ τὸ δεῖπνον τῆς Βασιλικῆς Ἑταιρείας (Royale Société) εἰς ὃ παρίστατο καὶ ὁ Ἕλλην πρέσβυς κ. Μεταξᾶς, προεπόθη πρὸς τιμὴν αὐτοῦ ὁ ἀρχιεπίσκοπος τοῦ Λονδίνου κ. Ἄλβερστων.: [261, 887, 571, 1003]
- article-text: Ὁ βουλευτὴς Καλαβρύτων κ. Ἀλ. Ζαΐμης, ὅστις ἐκ Παρισίων ἦλθε τὴν προχθὲς, ἀφίκετο χθὲς τὸ ἑσπέρας εἰς Ἀθήνας, τηλεγραφικῶς ἐκληθεὶς, ὅπως ἀναλάβῃ τὴν ἀρχηγίαν τοῦ κόμματος, καὶ ἐγένετο δεκτὸς ὑπὸ πολλῶν φίλων του.: [261, 661, 571, 760]
- headline: ΚΑΤΑΓΓΕΛΙΑ: [926, 982, 1130, 1017]
- headline-note: Εἰς τὸν κ. Πετμεζᾶν: [664, 1256, 788, 1270]
- divider: [1183, 848, 1342, 850]
- article-text: Ὑπὸ τοῦ Διαδόχου σήμερον τὴν 9ην π. μ. ἡ Α. Υ. ὁ Διάδοχος θέλει ἐπιθεωρήσει τὰ ἐνταῦθα συνταγματα τοῦ πεζικοῦ. Ἡ ἐπιθεώρησις θὰ γίνῃ ἐν τῷ πεδίῳ τοῦ Ἄρεως.: [261, 1162, 571, 1221]
- article-text: λον, ὁ Πρόεδρος τοῦ Ἀρείου Πάγου καὶ οἱ ἐπίσημοι διὰ τὴν ἐπαγγελματικὴν ἐκπαίδευσιν διεβίβασαν, τῶν δημοτῶν καὶ τοῦ δήμου τὰς εὐχαριστίας των.: [1183, 39, 1342, 115]
- headline: Η ΧΘΕΣΙΝΗ ΠΥΡΚΑΓΙΑ: [1211, 854, 1315, 893]
- headline-sub: ΥΠΕΡ ΤΩΝ ΜΑΚΕΔΟΝΟΚΡΗΤΩΝ: [892, 142, 1165, 162]
- ad-title: ΣΥΛΛΟΓΗ ΔΕΛΤΑΡΙΩΝ ΕΛΕΥΘΕΡΟΥΔΑΚΗ: [41, 1647, 232, 1683]
- divider: [20, 1751, 253, 1753]
- divider: [579, 1195, 873, 1197]
- article-text: Οἱ βουλόμενοι ἐκθέται νὰ πωλήσωσι ἀντικείμενα ἐκτεθέντα ἐν τῇ ἐκθέσει δύνανται νὰ ἀπευθύνωνται πρὸς τὴν Διεύθυνσιν τῆς Ἐκθέσεως, καθ' ἑκάστην ὥρας 10–12, καὶ 2–5. Εἴσοδος εἰς τὰ γραφεῖα ἐκ τῆς ὁδοῦ.: [1350, 1155, 1507, 1257]
- column-2: [261, 39, 571, 2305]
- article-text: Διὰ Κερκύρας. — Ὁ στρατηγὸς Τζοντζὲφ τελευταίως ἦλθεν ἐνταῦθα, ἀρχηγὸς τῶν ἐπαναστατῶν τῆς Μακεδονίας, καὶ διέσχισεν τὰς πόλεις, ἐπαναστατικῷ λόγῳ ἐπιστρατεύων τοὺς Βουλγάρους ὑπὲρ τῆς ἀπελευθερώσεως τῆς Μακεδονίας. Οὗτος ὅμως διεβεβαίωσεν ὅτι ἐξακολουθεῖ ἡ ἐπαναστατικὴ κίνησις, καὶ ὅτι τὴν ἄνοιξιν θὰ ἐκραγῇ γενικὴ ἐπανάστασις εἰς τὰς βαλκανικὰς χώρας.: [579, 132, 873, 332]
- headline-sub: ΕΝ ΠΑΡΙΣΙΟΙΣ ΕΚΠΑΙΔΕΥΘΕΙΣ: [1381, 847, 1477, 872]
- divider: [261, 839, 571, 841]
- article-text: Χθὲς ἐλήφθησαν εἰς τὸ γραφεῖον τῶν Ἐφορειῶν 700 φράγκα χρυσᾶ, τὰ ὁποῖα συνελέχθησαν ὑπὸ τῶν ἐν Μακεδονίᾳ παθόντων, μεταξὺ τῶν ἐν Θεσσαλίᾳ τῆς Ρωσίας Ἑλλήνων. Τὸ ποσὸν τοῦτο ἀποστέλλεται σήμερον εἰς τὴν ἐπίκουρον τῶν Μακεδόνων ἐπιτροπήν.: [881, 164, 1176, 252]
- article-text: — Καλῶς τὸν Παρμενίων! χαιρετίζει ὁ γέρων πρὸς ἡμᾶς μετὰ χαρᾶς, καὶ ἀνέκραξεν ὅτι ἡ κυρία τοῦ καταστήματος ἦτο θυγάτηρ του.: [20, 831, 253, 889]
- headline: Η ΣΗΜΕΡΙΝΗ ΕΠΙΘΕΩΡΗΣΙΣ ΤΟΥ ΣΤΡΑΤΟΥ: [305, 1090, 527, 1161]
- headline: Ο ΤΖΟΝΤΖΕΦ: [619, 45, 833, 79]
- ad-title: ΔΙΝΑΡΑΣ—ΤΑΧΥΤΗΣ: [72, 1855, 201, 1903]
- divider: [579, 694, 873, 696]
- newspaper-page: [20, 10, 1550, 2310]
- article-body: [261, 228, 571, 331]
- dateline: ΛΑΡΙΣΣΑ, 4 Δεκεμβρίου.: [1183, 229, 1342, 241]
- article-text: Χθὲς εἰς τὸ ἐνταῦθα Κακουργιοδικεῖον ἐδικάσθη ἡ ὑπόθεσις τοῦ ἐκ Μεσογείων φόνου. Οἱ κατηγορούμενοι ἐκηρύχθησαν ἔνοχοι καὶ κατεδικάσθησαν.: [1183, 1009, 1342, 1086]
- headline: ΤΟ ΠΑΡΑΣΗΜΟΝ: [626, 1204, 826, 1229]
- article-text: — Κάμνετε λάθος, εἶπε ὁ Λουκᾶς.: [20, 1116, 213, 1130]
- column-rule: [575, 39, 576, 2305]
- ad-text: Ὅλος οὗτος θὰ διδαχθῶσιν ἐκ τοῦ Γάλλου ἀρχιμηχανικοῦ κ. Λομπὲρ καὶ θὰ προσληφθῶσιν ἐπιτυχόντες εἰς τὴν ὑπηρεσίαν τῶν πιεστηρίων μας. ΠΛΗΡΟΦΟΡΙΑΙ εἰς τὰ Γραφεῖα τοῦ «Ἐμπρὸς» παρὰ τῷ διαχειριστῇ κ. Γ. Ἀποστολάκῃ.: [20, 1501, 253, 1633]
- headline: Η ΦΟΡΟΛΟΓΙΑ ΤΩΝ ΟΙΝΟΠΝΕΥΜΑΤΩΝ: [579, 1085, 873, 1110]
- article-text: ΛΟΝΔΙΝΟΝ, 4 Δεκεμβρίου. — Ἐκ Ἰαπωνίας τηλεγραφοῦσιν ὅτι αἱ διαπραγματεύσεις μετὰ τῆς Ρωσίας ἐξακολουθοῦσιν. Οἱ Ἰάπωνες ἀπεῖλησαν ὅτι θὰ κηρύξωσι πόλεμον ἐὰν ἡ Ρωσία δὲν ἐκκενώσῃ τὴν Μαντζουρίαν.: [1350, 394, 1507, 496]
- headline-sub: ΕΙΣ ΤΟΥΣ ΒΟΥΛΓΑΡΟΥΣ: [587, 741, 865, 766]
- article-text: Ὁ Διευθυντὴς τοῦ ἐνταῦθα Ἀγγλικοῦ Ἀρχαιολογικοῦ Ἰνστιτούτου κ. Bosanquet ἐπανῆλθε χθὲς ἐκ Σπάρτης, ὅπου ἐπεσκέφθη τὰς ἐκεῖ ἀνασκαφάς τοῦ Ἰνστιτούτου. Τὸ ὑπουργεῖον παρέσχε τὴν ἄδειαν ταύτην, ὅπως συνεχισθῶσι αἱ ἀνασκαφαὶ.: [261, 1353, 571, 1426]
- headline-note: ΚΥΡΙΕ ΔΙΕΥΘΥΝΤΑ: [1350, 546, 1460, 559]
- dateline: ΣΟΦΙΑ, 4 Δεκεμβρίου.: [579, 789, 741, 804]
- headline: Η ΝΕΑ ΕΜΦΑΝΙΣΙΣ ΤΗΣ ΜΙΣ ΛΟΤΤΕΝ: [1350, 71, 1507, 106]
- headline: ΤΑ ΠΡΑΚΤΙΚΑ ΤΗΣ ΕΚΛΟΓΗΣ ΠΕΙΡΑΙΩΣ: [298, 1441, 534, 1489]
- article-text: Μεταξὺ Ἑλλάδος καὶ Ἱσπανίας ὑπεγράφη προχθὲς σύμβασις περὶ ἐμπορικῆς καὶ ναυτιλίας. Ἡ σύμβασις τοῦ 1888 ἐξέλιπε καὶ ὑπογραφέν κατὰ τὸ 1877 ἐκτὸς ὅσων ἐγκριθῶσι ὑπὸ τῆς Βουλῆς.: [261, 1258, 571, 1317]
- article-text: Ὧραι ἐπισκέψεως 9-10 π.μ. καὶ 3-4 μ.μ. ΟΔΟΣ ΑΘΗΝΑΣ 21: [1350, 875, 1507, 913]
- article-text: — Καὶ ἡ κυρία ἐπανέλαβεν ὅτι ἐπεθύμει νὰ μᾶς ἀποχαιρετήσῃ, ἐνῷ ἡ μαμὰ καὶ ὁ μπαμπᾶς μας ἐπερίμεναν εἰς τὴν οἰκίαν.: [20, 1187, 253, 1230]
- headline: Η ΕΟΡΤΗ ΤΩΝ ΘΑΛΑΣΣΙΝΩΝ: [881, 697, 1176, 722]
- article-text: — Ναί, ὁ Μάρκος μοῦ εἶπε διὰ σᾶς· σήμερον, τὴν ἡμέραν τῆς ἑορτῆς, θὰ ἔλθῃ καὶ ἡ ἀδελφή του ἐκ Ζακύνθου.: [20, 896, 253, 939]
- divider: [881, 975, 1176, 977]
- article-text: Συνῆλθε χθὲς ἡ κατὰ πρώτην συγκροτηθεῖσα γενικὴ συνέλευσις τῶν ἀντιπροσώπων τῶν ναυτικῶν δήμων ἐν τῇ αἰθούσῃ τοῦ Δημαρχείου, ὑπὸ τὴν προεδρίαν τοῦ δημάρχου Ὕδρας.: [1183, 441, 1342, 543]
- divider: [579, 352, 873, 354]
